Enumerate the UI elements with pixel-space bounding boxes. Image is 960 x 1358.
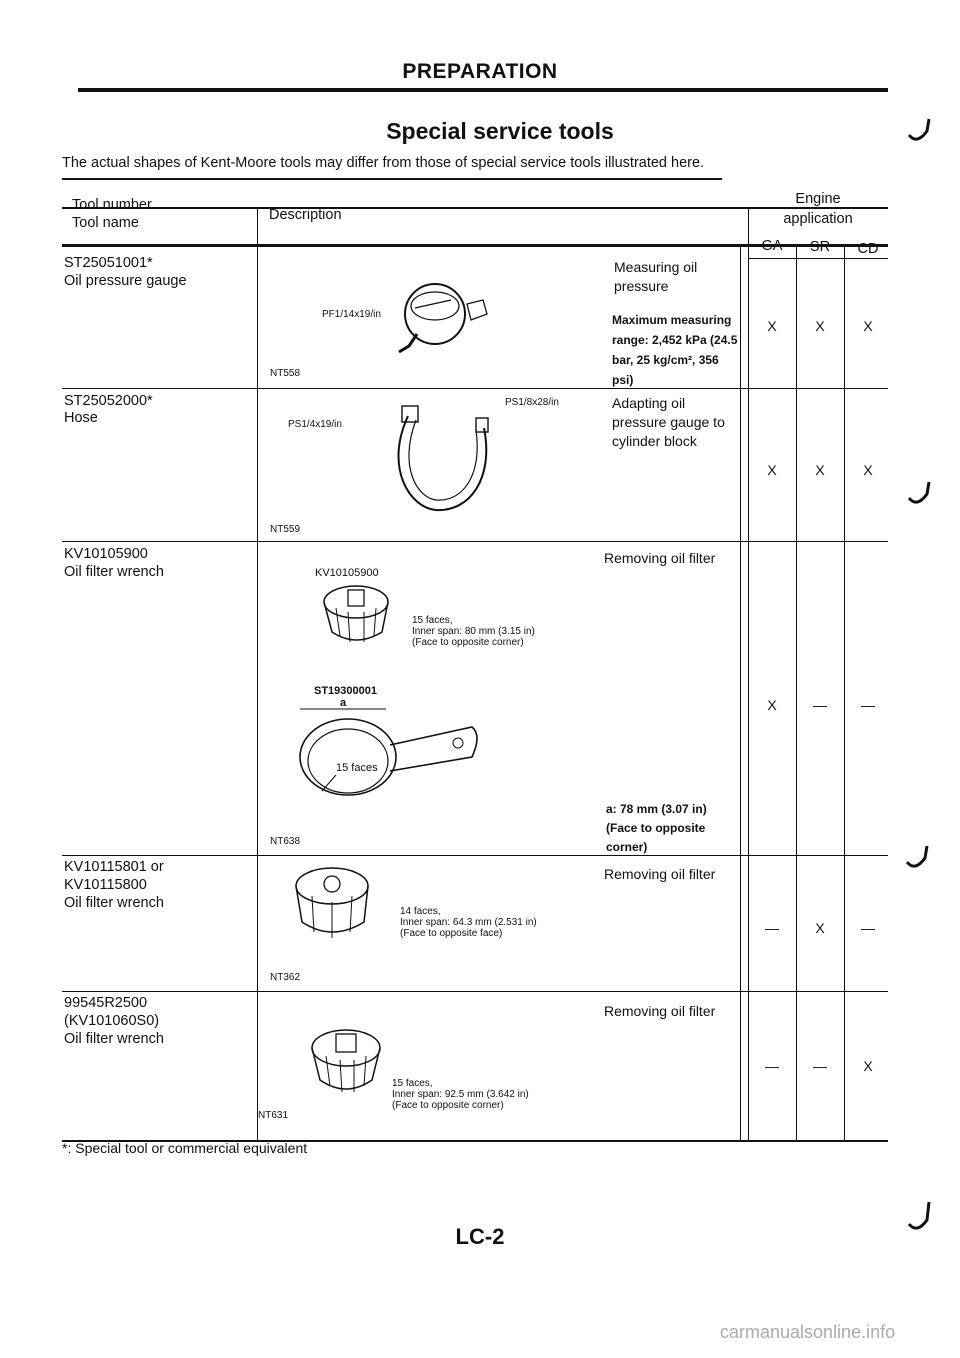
intro-rule	[62, 178, 722, 180]
col-divider-5	[844, 244, 845, 1142]
tool-name: Oil filter wrench	[64, 895, 164, 911]
tool-description: Measuring oil pressure	[614, 259, 698, 294]
tool-description: Removing oil filter	[604, 866, 716, 882]
faces-label: 15 faces	[336, 762, 378, 774]
tool-number: KV10115801 or KV10115800	[64, 859, 164, 893]
figure-code: NT362	[270, 972, 301, 983]
cd-mark: —	[861, 697, 875, 713]
tool-number: KV10105900	[64, 546, 148, 562]
sr-mark: —	[813, 1058, 827, 1074]
ga-mark: X	[767, 697, 777, 713]
tool-spec: Maximum measuring range: 2,452 kPa (24.5 bar, 25 kg/cm², 356 psi)	[612, 313, 738, 387]
cd-mark: X	[863, 462, 873, 478]
figure-code: NT558	[270, 368, 301, 379]
header-sr: SR	[809, 239, 831, 255]
figure-code: NT638	[270, 836, 301, 847]
cd-mark: X	[863, 1058, 873, 1074]
ga-mark: X	[767, 462, 777, 478]
check-mark-icon	[903, 842, 933, 872]
part-number: ST19300001	[314, 685, 377, 697]
filter-wrench-strap-icon	[286, 705, 486, 820]
tool-spec: a: 78 mm (3.07 in) (Face to opposite corner)	[606, 802, 707, 854]
row-rule	[62, 855, 888, 856]
title-rule	[78, 88, 888, 92]
pressure-gauge-icon	[385, 282, 535, 362]
header-ga: GA	[761, 238, 783, 254]
sr-mark: X	[815, 462, 825, 478]
tool-description: Adapting oil pressure gauge to cylinder block	[612, 395, 725, 449]
tool-number: 99545R2500 (KV101060S0)	[64, 995, 160, 1029]
figure-code: NT559	[270, 524, 301, 535]
sr-mark: X	[815, 318, 825, 334]
col-divider-4	[796, 244, 797, 1142]
check-mark-icon	[905, 115, 935, 145]
hose-icon	[390, 398, 510, 518]
header-application: application	[783, 211, 853, 227]
header-cd: CD	[857, 241, 879, 257]
tool-caption: 15 faces, Inner span: 92.5 mm (3.642 in) (Face to opposite corner)	[392, 1078, 529, 1111]
col-divider-3	[748, 207, 749, 1142]
cd-mark: —	[861, 920, 875, 936]
figure-code: NT631	[258, 1110, 289, 1121]
sr-mark: X	[815, 920, 825, 936]
tool-description: Removing oil filter	[604, 1003, 716, 1019]
header-tool-number: Tool number	[72, 197, 152, 213]
footnote: *: Special tool or commercial equivalent	[62, 1140, 308, 1156]
header-engine: Engine	[795, 191, 841, 207]
ga-mark: —	[765, 920, 779, 936]
tool-name: Oil filter wrench	[64, 564, 164, 580]
row-rule	[62, 541, 888, 542]
check-mark-icon	[905, 478, 935, 508]
tool-number: ST25052000*	[64, 393, 153, 409]
tool-name: Hose	[64, 410, 98, 426]
row-rule	[62, 991, 888, 992]
header-description: Description	[269, 207, 342, 223]
part-number: KV10105900	[315, 567, 379, 579]
tool-caption: 14 faces, Inner span: 64.3 mm (2.531 in) (Face to opposite face)	[400, 906, 537, 939]
thread-label: PS1/8x28/in	[505, 397, 559, 408]
thread-label: PF1/14x19/in	[322, 309, 381, 320]
row-rule	[62, 388, 888, 389]
page-title: PREPARATION	[402, 60, 558, 83]
filter-wrench-cup-icon	[312, 582, 408, 652]
dimension-label: a	[340, 697, 347, 709]
ga-mark: X	[767, 318, 777, 334]
section-title: Special service tools	[386, 118, 614, 144]
watermark: carmanualsonline.info	[720, 1322, 896, 1342]
thread-label: PS1/4x19/in	[288, 419, 342, 430]
tool-description: Removing oil filter	[604, 550, 716, 566]
sr-mark: —	[813, 697, 827, 713]
page-number: LC-2	[455, 1224, 505, 1249]
ga-mark: —	[765, 1058, 779, 1074]
tool-number: ST25051001*	[64, 255, 153, 271]
tool-name: Oil filter wrench	[64, 1031, 164, 1047]
tool-name: Oil pressure gauge	[64, 273, 187, 289]
filter-wrench-cup-icon	[286, 862, 386, 948]
filter-wrench-cup-icon	[300, 1022, 400, 1106]
tool-caption: 15 faces, Inner span: 80 mm (3.15 in) (Face to opposite corner)	[412, 615, 535, 648]
header-tool-name: Tool name	[72, 215, 139, 231]
col-divider-1	[257, 207, 258, 1142]
engine-sub-rule	[748, 258, 888, 259]
intro-text: The actual shapes of Kent-Moore tools may differ from those of special service tools illustrated here.	[62, 155, 705, 171]
cd-mark: X	[863, 318, 873, 334]
